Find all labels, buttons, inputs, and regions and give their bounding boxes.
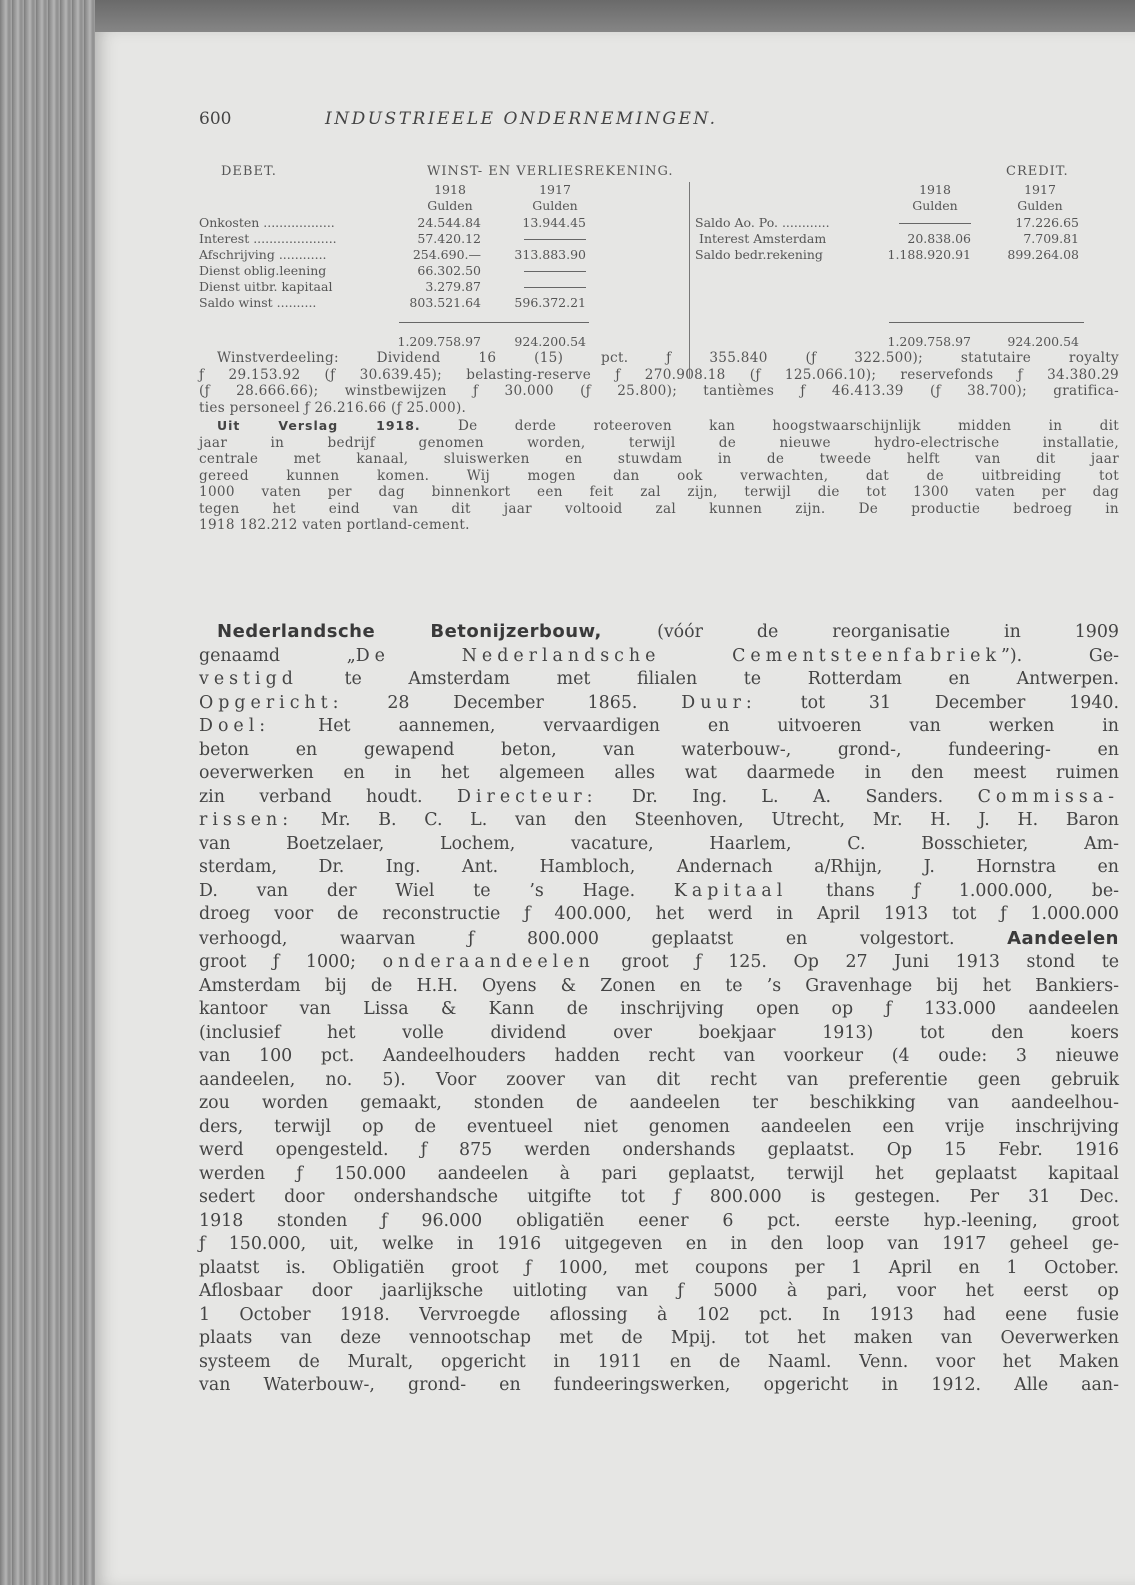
empty-dash <box>524 271 586 272</box>
report-heading: Uit Verslag 1918. <box>217 418 421 433</box>
text-line: ƒ 150.000, uit, welke in 1916 uitgegeven en in den loop van 1917 geheel ge- <box>199 1234 1119 1254</box>
spaced-label: vestigd <box>199 669 298 689</box>
credit-label: CREDIT. <box>1006 164 1069 179</box>
text-line: groot ƒ 1000; onderaandeelen groot ƒ 125. Op 27 Juni 1913 stond te <box>199 952 1119 972</box>
text-line: Amsterdam bij de H.H. Oyens & Zonen en te ’s Gravenhage bij het Bankiers- <box>199 975 1119 996</box>
text-line: Aflosbaar door jaarlijksche uitloting van ƒ 5000 à pari, voor het eerst op <box>199 1281 1119 1301</box>
spaced-label: Directeur: <box>457 786 598 807</box>
debit-total-1917: 924.200.54 <box>514 334 586 349</box>
credit-currency-1917: Gulden <box>1017 198 1063 213</box>
text-line: van Waterbouw-, grond- en fundeeringswerken, opgericht in 1912. Alle aan- <box>199 1375 1119 1395</box>
company-entry <box>199 620 1119 1398</box>
ledger-divider <box>689 182 690 378</box>
credit-sum-rule <box>889 322 1084 323</box>
text-line: aandeelen, no. 5). Voor zoover van dit recht van preferentie geen gebruik <box>199 1069 1119 1090</box>
debet-label: DEBET. <box>221 164 277 179</box>
debit-total-1918: 1.209.758.97 <box>397 334 481 349</box>
text-line: (inclusief het volle dividend over boekjaar 1913) tot den koers <box>199 1022 1119 1043</box>
text-line: kantoor van Lissa & Kann de inschrijving open op ƒ 133.000 aandeelen <box>199 999 1119 1019</box>
spaced-label: De Nederlandsche Cementsteenfabriek <box>355 645 1001 666</box>
book-page: 600 INDUSTRIEELE ONDERNEMINGEN. DEBET. WINST- EN VERLIESREKENING. CREDIT. 1918 1917 Gulden Gulden 1918 1917 Gulden Gulden Onkosten .................. 24.544.84 13.944.45 Interest ..................... 57.420.12 Afschrijving ............ 254.690.— 313.883.90 Dienst oblig.leening 66.302.50 Dienst uitbr. kapitaal 3.279.87 Saldo winst .......... 803.521.64 596.372.21 1.209.758.97 924.200.54 Saldo Ao. Po. ............ 17.226.65 Interest Amsterdam 20.838.06 7.709.81 Saldo bedr.rekening 1.188.920.91 899.264.08 1.209.758.97 924.200.54 Winstverdeeling: Dividend 16 (15) pct. ƒ 355.840 (ƒ 322.500); statutaire royalty ƒ 29.153.92 (ƒ 30.639.45); belasting-reserve ƒ 270.908.18 (ƒ 125.066.10); reservefonds ƒ 34.380.29 (ƒ 28.666.66); winstbewijzen ƒ 30.000 (ƒ 25.800); tantièmes ƒ 46.413.39 (ƒ 38.700); gratifica- ties personeel ƒ 26.216.66 (ƒ 25.000). Uit Verslag 1918. De derde roteeroven kan hoogstwaarschijnlijk midden in dit jaar in bedrijf genomen worden, terwijl de nieuwe hydro-electrische installatie, centrale met kanaal, sluiswerken en stuwdam in de tweede helft van dit jaar gereed kunnen komen. Wij mogen dan ook verwachten, dat de uitbreiding tot 1000 vaten per dag binnenkort een feit zal zijn, terwijl die tot 1300 vaten per dag tegen het eind van dit jaar voltooid zal kunnen zijn. De productie bedroeg in 1918 182.212 vaten portland-cement. Nederlandsche Betonijzerbouw, (vóór de reorganisatie in 1909 genaamd „De Nederlandsche Cementsteenfabriek”). Ge- vestigd te Amsterdam met filialen te Rotterdam en Antwerpen. Opgericht: 28 December 1865. Duur: tot 31 December 1940. Doel: Het aannemen, vervaardigen en uitvoeren van werken in beton en gewapend beton, van waterbouw-, grond-, fundeering- en oeverwerken en in het algemeen alles wat daarmede in den meest ruimen zin verband houdt. Directeur: Dr. Ing. L. A. Sanders. Commissa- rissen: Mr. B. C. L. van den Steenhoven, Utrecht, Mr. H. J. H. Baron van Boetzelaer, Lochem, vacature, Haarlem, C. Bosschieter, Am- sterdam, Dr. Ing. Ant. Hambloch, Andernach a/Rhijn, J. Hornstra en D. van der Wiel te ’s Hage. Kapitaal thans ƒ 1.000.000, be- droeg voor de reconstructie ƒ 400.000, het werd in April 1913 tot ƒ 1.000.000 verhoogd, waarvan ƒ 800.000 geplaatst en volgestort. Aandeelen groot ƒ 1000; onderaandeelen groot ƒ 125. Op 27 Juni 1913 stond te Amsterdam bij de H.H. Oyens & Zonen en te ’s Gravenhage bij het Bankiers- kantoor van Lissa & Kann de inschrijving open op ƒ 133.000 aandeelen (inclusief het volle dividend over boekjaar 1913) tot den koers van 100 pct. Aandeelhouders hadden recht van voorkeur (4 oude: 3 nieuwe aandeelen, no. 5). Voor zoover van dit recht van preferentie geen gebruik zou worden gemaakt, stonden de aandeelen ter beschikking van aandeelhou- ders, terwijl op de eventueel niet genomen aandeelen een vrije inschrijving werd opengesteld. ƒ 875 werden ondershands geplaatst. Op 15 Febr. 1916 werden ƒ 150.000 aandeelen à pari geplaatst, terwijl het geplaatst kapitaal sedert door ondershandsche uitgifte tot ƒ 800.000 is gestegen. Per 31 Dec. 1918 stonden ƒ 96.000 obligatiën eener 6 pct. eerste hyp.-leening, groot ƒ 150.000, uit, welke in 1916 uitgegeven en in den loop van 1917 geheel ge- plaatst is. Obligatiën groot ƒ 1000, met coupons per 1 April en 1 October. Aflosbaar door jaarlijksche uitloting van ƒ 5000 à pari, voor het eerst op 1 October 1918. Vervroegde aflossing à 102 pct. In 1913 had eene fusie plaats van deze vennootschap met de Mpij. tot het maken van Oeverwerken systeem de Muralt, opgericht in 1911 en de Naaml. Venn. voor het Maken van Waterbouw-, grond- en fundeeringswerken, opgericht in 1912. Alle aan- <box>95 32 1135 1585</box>
text-line: rissen: Mr. B. C. L. van den Steenhoven, Utrecht, Mr. H. J. H. Baron <box>199 810 1119 830</box>
debit-year-1917: 1917 <box>539 182 571 197</box>
text-line: 1 October 1918. Vervroegde aflossing à 102 pct. In 1913 had eene fusie <box>199 1304 1119 1325</box>
text-line: werd opengesteld. ƒ 875 werden ondershands geplaatst. Op 15 Febr. 1916 <box>199 1140 1119 1160</box>
credit-year-1917: 1917 <box>1024 182 1056 197</box>
spaced-label: Duur: <box>681 692 757 713</box>
text-line: genaamd „De Nederlandsche Cementsteenfabriek”). Ge- <box>199 645 1119 666</box>
spaced-label: Kapitaal <box>673 880 788 901</box>
empty-dash <box>524 287 586 288</box>
running-head <box>199 109 1119 139</box>
credit-currency-1918: Gulden <box>912 198 958 213</box>
spaced-label: Commissa- <box>977 786 1119 807</box>
text-line: sedert door ondershandsche uitgifte tot ƒ 800.000 is gestegen. Per 31 Dec. <box>199 1187 1119 1207</box>
debit-currency-1918: Gulden <box>427 198 473 213</box>
text-line: vestigd te Amsterdam met filialen te Rotterdam en Antwerpen. <box>199 669 1119 689</box>
debit-year-1918: 1918 <box>434 182 466 197</box>
credit-total-1917: 924.200.54 <box>1007 334 1079 349</box>
text-line: van Boetzelaer, Lochem, vacature, Haarlem, C. Bosschieter, Am- <box>199 833 1119 854</box>
empty-dash <box>524 239 586 240</box>
spaced-label: Doel: <box>199 716 271 736</box>
debit-currency-1917: Gulden <box>532 198 578 213</box>
text-line: plaats van deze vennootschap met de Mpij. tot het maken van Oeverwerken <box>199 1328 1119 1348</box>
text-line: beton en gewapend beton, van waterbouw-, grond-, fundeering- en <box>199 739 1119 760</box>
text-line: werden ƒ 150.000 aandeelen à pari geplaatst, terwijl het geplaatst kapitaal <box>199 1163 1119 1184</box>
book-binding <box>0 0 95 1585</box>
credit-year-1918: 1918 <box>919 182 951 197</box>
text-line: plaatst is. Obligatiën groot ƒ 1000, met coupons per 1 April en 1 October. <box>199 1257 1119 1278</box>
text-line: Doel: Het aannemen, vervaardigen en uitvoeren van werken in <box>199 716 1119 736</box>
credit-total-1918: 1.209.758.97 <box>887 334 971 349</box>
ledger-title: WINST- EN VERLIESREKENING. <box>427 164 674 179</box>
profit-distribution: Winstverdeeling: Dividend 16 (15) pct. ƒ 355.840 (ƒ 322.500); statutaire royalty ƒ 29.153.92 (ƒ 30.639.45); belasting-reserve ƒ 270.908.18 (ƒ 125.066.10); reservefonds ƒ 34.380.29 (ƒ 28.666.66); winstbewijzen ƒ 30.000 (ƒ 25.800); tantièmes ƒ 46.413.39 (ƒ 38.700); gratifica- ties personeel ƒ 26.216.66 (ƒ 25.000). <box>199 350 1119 416</box>
spaced-label: onderaandeelen <box>382 952 595 972</box>
text-line: 1918 stonden ƒ 96.000 obligatiën eener 6 pct. eerste hyp.-leening, groot <box>199 1210 1119 1231</box>
empty-dash <box>899 223 971 224</box>
company-name: Nederlandsche Betonijzerbouw, <box>217 621 658 642</box>
spaced-label: Opgericht: <box>199 692 344 713</box>
text-line: zin verband houdt. Directeur: Dr. Ing. L. A. Sanders. Commissa- <box>199 786 1119 807</box>
text-line: droeg voor de reconstructie ƒ 400.000, het werd in April 1913 tot ƒ 1.000.000 <box>199 904 1119 924</box>
text-line: oeverwerken en in het algemeen alles wat daarmede in den meest ruimen <box>199 763 1119 783</box>
running-title: INDUSTRIEELE ONDERNEMINGEN. <box>325 109 718 129</box>
text-line: systeem de Muralt, opgericht in 1911 en de Naaml. Venn. voor het Maken <box>199 1351 1119 1372</box>
text-line: ders, terwijl op de eventueel niet genomen aandeelen een vrije inschrijving <box>199 1116 1119 1137</box>
debit-sum-rule <box>399 322 589 323</box>
annual-report-excerpt: Uit Verslag 1918. De derde roteeroven kan hoogstwaarschijnlijk midden in dit jaar in bedrijf genomen worden, terwijl de nieuwe hydro-electrische installatie, centrale met kanaal, sluiswerken en stuwdam in de tweede helft van dit jaar gereed kunnen komen. Wij mogen dan ook verwachten, dat de uitbreiding tot 1000 vaten per dag binnenkort een feit zal zijn, terwijl die tot 1300 vaten per dag tegen het eind van dit jaar voltooid zal kunnen zijn. De productie bedroeg in 1918 182.212 vaten portland-cement. <box>199 418 1119 533</box>
page-number: 600 <box>199 109 232 129</box>
text-line: Nederlandsche Betonijzerbouw, (vóór de reorganisatie in 1909 <box>217 621 1119 642</box>
spaced-label: rissen: <box>199 810 294 830</box>
text-line: Opgericht: 28 December 1865. Duur: tot 31 December 1940. <box>199 692 1119 713</box>
text-line: D. van der Wiel te ’s Hage. Kapitaal thans ƒ 1.000.000, be- <box>199 880 1119 901</box>
text-line: sterdam, Dr. Ing. Ant. Hambloch, Andernach a/Rhijn, J. Hornstra en <box>199 857 1119 877</box>
text-line: van 100 pct. Aandeelhouders hadden recht van voorkeur (4 oude: 3 nieuwe <box>199 1046 1119 1066</box>
section-label: Aandeelen <box>1007 927 1119 949</box>
text-line: zou worden gemaakt, stonden de aandeelen ter beschikking van aandeelhou- <box>199 1093 1119 1113</box>
text-line: verhoogd, waarvan ƒ 800.000 geplaatst en volgestort. Aandeelen <box>199 927 1119 949</box>
